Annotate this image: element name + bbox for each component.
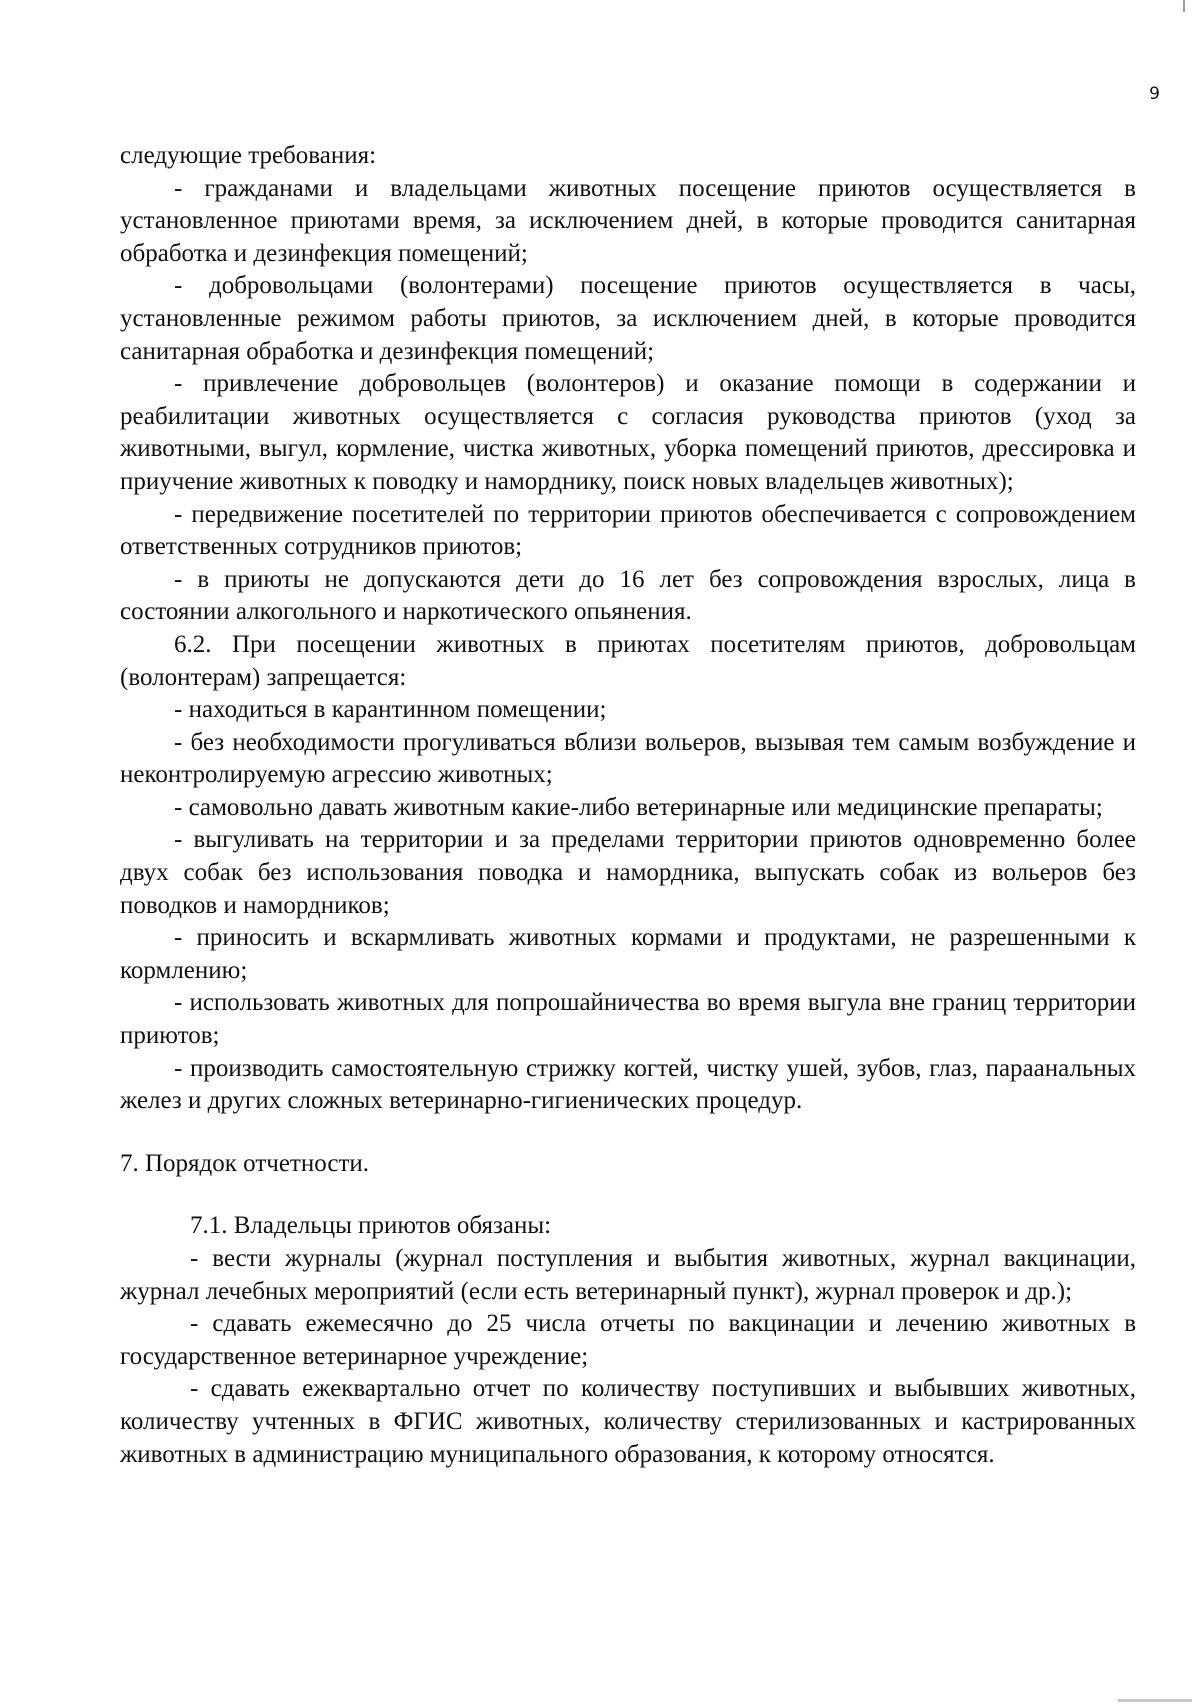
list-item: - в приюты не допускаются дети до 16 лет без сопровождения взрослых, лица в состоянии алкогольного и наркотического опьянения.	[120, 565, 1136, 626]
document-body	[120, 140, 1136, 1471]
list-item: - добровольцами (волонтерами) посещение приютов осуществляется в часы, установленные режимом работы приютов, за исключением дней, в которые проводится санитарная обработка и дезинфекция помещений;	[120, 272, 1136, 365]
list-item: - производить самостоятельную стрижку когтей, чистку ушей, зубов, глаз, параанальных желез и других сложных ветеринарно-гигиенических процедур.	[120, 1054, 1136, 1115]
list-item: - самовольно давать животным какие-либо ветеринарные или медицинские препараты;	[174, 793, 1103, 821]
scan-edge-mark-bottom	[1118, 1699, 1192, 1702]
list-item: - сдавать ежемесячно до 25 числа отчеты по вакцинации и лечению животных в государственное ветеринарное учреждение;	[120, 1310, 1136, 1370]
section-7-heading: 7. Порядок отчетности.	[120, 1149, 370, 1177]
list-item: - выгуливать на территории и за пределами территории приютов одновременно более двух собак без использования поводка и намордника, выпускать собак из вольеров без поводков и намордников;	[120, 826, 1136, 919]
list-item: - приносить и вскармливать животных кормами и продуктами, не разрешенными к кормлению;	[120, 924, 1136, 984]
section-heading-wrap	[120, 1148, 1136, 1181]
list-item: - гражданами и владельцами животных посещение приютов осуществляется в установленное приютами время, за исключением дней, в которые проводится санитарная обработка и дезинфекция помещений;	[120, 174, 1136, 267]
clause-6-2: 6.2. При посещении животных в приютах посетителям приютов, добровольцам (волонтерам) запрещается:	[120, 630, 1136, 691]
list-item: - вести журналы (журнал поступления и выбытия животных, журнал вакцинации, журнал лечебных мероприятий (если есть ветеринарный пункт), журнал проверок и др.);	[120, 1245, 1136, 1305]
list-item: - привлечение добровольцев (волонтеров) и оказание помощи в содержании и реабилитации животных осуществляется с согласия руководства приютов (уход за животными, выгул, кормление, чистка животных, уборка помещений приютов, дрессировка и приучение животных к поводку и наморднику, поиск новых владельцев животных);	[120, 370, 1136, 495]
page-number: 9	[1149, 84, 1160, 104]
list-item: - передвижение посетителей по территории приютов обеспечивается с сопровождением ответственных сотрудников приютов;	[120, 500, 1136, 561]
list-item: - находиться в карантинном помещении;	[174, 696, 607, 724]
paragraph-intro: следующие требования:	[120, 142, 377, 169]
list-item: - сдавать ежеквартально отчет по количеству поступивших и выбывших животных, количеству учтенных в ФГИС животных, количеству стерилизованных и кастрированных животных в администрацию муниципального образования, к которому относятся.	[120, 1375, 1136, 1468]
list-item: - использовать животных для попрошайничества во время выгула вне границ территории приютов;	[120, 989, 1136, 1050]
clause-7-1: 7.1. Владельцы приютов обязаны:	[190, 1212, 552, 1240]
scan-edge-mark-top	[1183, 0, 1185, 12]
list-item: - без необходимости прогуливаться вблизи вольеров, вызывая тем самым возбуждение и неконтролируемую агрессию животных;	[120, 728, 1136, 789]
